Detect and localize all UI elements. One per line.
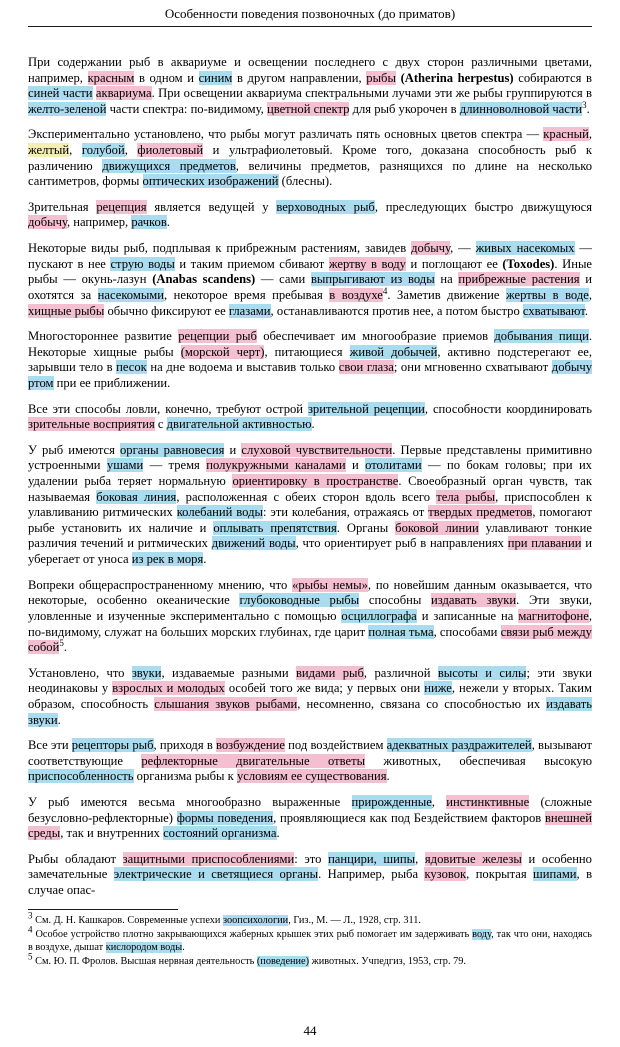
text-segment: , по-видимому, служат на больших морских глубинах, где царит: [28, 608, 593, 639]
text-segment: боковая линия: [96, 489, 177, 504]
text-segment: с: [154, 417, 167, 432]
text-segment: .: [166, 215, 170, 230]
text-segment: связи рыб между собой: [28, 624, 592, 655]
text-segment: и ультрафиолетовый. Кроме того, доказана способность рыб к различению: [28, 143, 593, 173]
text-segment: У рыб имеются: [28, 442, 120, 457]
text-segment: возбуждение: [215, 738, 285, 753]
text-segment: осциллографа: [341, 608, 417, 623]
paragraph: [28, 666, 592, 728]
text-segment: , так и внутренних: [60, 826, 164, 841]
text-segment: , помогают рыбе установить их наличие и: [28, 505, 592, 535]
text-segment: твердых предметов: [428, 505, 533, 520]
text-segment: способны: [359, 593, 431, 608]
text-segment: , некоторое время пребывая: [164, 287, 330, 302]
text-segment: Многостороннее развитие: [28, 329, 179, 344]
text-segment: , приходя в: [153, 738, 216, 753]
text-segment: , различной: [363, 665, 438, 680]
paragraph: [28, 578, 592, 656]
text-segment: глубоководные рыбы: [239, 593, 360, 608]
paragraph: [28, 127, 592, 189]
text-segment: звуки: [131, 665, 162, 680]
text-segment: аквариума: [95, 86, 152, 101]
text-segment: глазами: [228, 303, 271, 318]
text-segment: движений воды: [211, 536, 296, 551]
text-segment: , проявляющиеся как под Бездействием факторов: [273, 810, 545, 825]
text-segment: ориентировку в пространстве: [232, 474, 399, 489]
footnote-separator: [28, 909, 178, 910]
text-segment: , Гиз., М. — Л., 1928, стр. 311.: [288, 914, 421, 926]
text-segment: и поглощают ее: [405, 256, 503, 271]
text-segment: . Своеобразный орган чувств, так называемая: [28, 474, 592, 504]
text-segment: отолитами: [365, 458, 422, 473]
text-segment: и охотятся за: [28, 272, 592, 302]
text-segment: и: [345, 458, 366, 473]
text-segment: на дне водоема и выставив только: [146, 360, 339, 375]
text-segment: двигательной активностью: [166, 417, 312, 432]
paragraph: [28, 738, 592, 785]
text-segment: собираются в: [513, 70, 593, 85]
page-number: 44: [303, 1023, 317, 1038]
text-segment: — сами: [255, 272, 311, 287]
text-segment: особей того же вида; у первых они: [224, 681, 425, 696]
text-segment: . При освещении аквариума спектральными лучами эти же рыбы группируются в: [151, 86, 592, 101]
text-segment: рыбы: [366, 70, 396, 85]
text-segment: боковой линии: [395, 520, 479, 535]
paragraph: [28, 241, 592, 319]
footnotes: [28, 910, 593, 969]
text-segment: ,: [415, 851, 425, 866]
paragraph: [28, 329, 592, 391]
text-segment: обычно фиксируют ее: [104, 303, 229, 318]
text-segment: , способности координировать: [424, 401, 593, 416]
text-segment: в одном и: [134, 70, 199, 85]
text-segment: Все эти: [28, 738, 72, 753]
text-segment: , несомненно, связана со способностью их: [297, 696, 547, 711]
text-segment: См. Д. Н. Кашкаров. Современные успехи: [35, 914, 223, 926]
paragraph: [28, 443, 592, 568]
text-segment: , что ориентирует рыб в направлениях: [295, 536, 508, 551]
text-segment: издавать звуки: [431, 593, 517, 608]
text-segment: рефлекторные двигательные ответы: [141, 753, 366, 768]
text-segment: (морской черт): [180, 344, 265, 359]
text-segment: красным: [87, 70, 135, 85]
text-segment: ,: [124, 143, 138, 158]
text-segment: .: [203, 552, 207, 567]
text-segment: рачков: [131, 215, 167, 230]
text-segment: , нежели у вторых. Таким образом, способность: [28, 681, 592, 711]
text-segment: и особенно замечательные: [28, 851, 592, 882]
text-segment: , питающиеся: [264, 344, 350, 359]
footnote-marker: 5: [28, 951, 33, 962]
text-segment: , способами: [433, 624, 501, 639]
text-segment: оптических изображений: [142, 174, 279, 189]
text-segment: полная тьма: [368, 624, 434, 639]
text-segment: Рыбы обладают: [28, 851, 123, 866]
text-segment: добычу: [28, 215, 67, 230]
paragraph: [28, 200, 592, 231]
text-segment: , например,: [66, 215, 132, 230]
text-segment: панцири, шипы: [328, 851, 416, 866]
footnote: [28, 951, 592, 969]
text-segment: добычу ртом: [28, 360, 592, 390]
text-segment: . Заметив движение: [387, 287, 506, 302]
text-segment: «рыбы немы»: [292, 577, 368, 592]
text-segment: высоты и силы: [437, 665, 527, 680]
text-segment: приспособленность: [28, 769, 134, 784]
text-segment: внешней среды: [28, 810, 592, 841]
text-segment: инстинктивные: [446, 794, 530, 809]
text-segment: голубой: [81, 143, 125, 158]
paragraph: [28, 55, 592, 117]
text-segment: Экспериментально установлено, что рыбы могут различать пять основных цветов спектра —: [28, 127, 544, 142]
text-segment: условиям ее существования: [236, 769, 387, 784]
text-segment: хищные рыбы: [28, 303, 105, 318]
footnote-marker: 3: [28, 910, 33, 921]
text-segment: , приспособлен к улавливанию ритмических: [28, 489, 593, 520]
text-segment: издавать звуки: [28, 696, 592, 727]
text-segment: добычу: [411, 241, 451, 256]
text-segment: . Органы: [336, 520, 396, 535]
text-segment: синей части: [28, 86, 93, 101]
text-segment: прирожденные: [351, 794, 432, 809]
text-segment: при плавании: [507, 536, 582, 551]
text-segment: части спектра: по-видимому,: [106, 101, 267, 116]
text-segment: рецепция: [96, 199, 147, 214]
text-segment: длинноволновой части: [459, 101, 583, 116]
text-segment: организма рыбы к: [133, 769, 237, 784]
text-segment: , по новейшим данным оказывается, что некоторые, особенно океанические: [28, 577, 592, 608]
text-segment: , —: [450, 241, 476, 256]
text-segment: желтый: [28, 143, 70, 158]
text-segment: является ведущей у: [146, 199, 277, 214]
text-segment: животных. Учпедгиз, 1953, стр. 79.: [309, 956, 466, 968]
text-segment: ядовитые железы: [424, 851, 522, 866]
text-segment: ,: [69, 143, 82, 158]
text-segment: красный: [543, 127, 589, 142]
text-segment: , останавливаются против нее, а потом быстро: [270, 303, 523, 318]
text-segment: (Anabas scandens): [152, 272, 256, 287]
text-segment: (Toxodes): [502, 256, 555, 271]
footnote-ref: 3: [582, 99, 587, 110]
text-segment: струю воды: [110, 256, 175, 271]
text-segment: полукружными каналами: [206, 458, 346, 473]
text-segment: , преследующих быстро движущуюся: [374, 199, 592, 214]
text-segment: .: [276, 826, 280, 841]
text-segment: .: [182, 941, 185, 953]
text-segment: У рыб имеются весьма многообразно выраженные: [28, 794, 352, 809]
text-segment: цветной спектр: [266, 101, 350, 116]
text-segment: в воздухе: [329, 287, 383, 302]
text-segment: , активно подстерегают ее, зарывши тело в: [28, 344, 592, 375]
text-segment: для рыб укорочен в: [349, 101, 460, 116]
text-segment: из рек в моря: [131, 552, 204, 567]
text-segment: ,: [431, 794, 447, 809]
text-segment: слышания звуков рыбами: [154, 696, 298, 711]
text-segment: песок: [116, 360, 147, 375]
text-segment: (сложные безусловно-рефлекторные): [28, 794, 593, 825]
page-header: [28, 6, 592, 27]
text-segment: жертву в воду: [328, 256, 406, 271]
text-segment: и записанные на: [416, 608, 519, 623]
text-segment: прибрежные растения: [458, 272, 580, 287]
text-segment: схватывают: [522, 303, 585, 318]
text-segment: — тремя: [143, 458, 207, 473]
text-segment: насекомыми: [97, 287, 164, 302]
text-segment: (блесны).: [278, 174, 333, 189]
body-paragraphs: [28, 55, 592, 899]
text-segment: зрительной рецепции: [307, 401, 425, 416]
text-segment: органы равновесия: [120, 442, 225, 457]
text-segment: (Atherina herpestus): [400, 70, 514, 85]
text-segment: выпрыгивают из воды: [310, 272, 435, 287]
text-segment: .: [63, 640, 67, 655]
paragraph: [28, 852, 592, 899]
text-segment: . Иные рыбы — окунь-лазун: [28, 256, 592, 287]
text-segment: видами рыб: [295, 665, 364, 680]
text-segment: При содержании рыб в аквариуме и освещении последнего с двух сторон различными цветами, например,: [28, 55, 592, 85]
text-segment: воду: [472, 929, 492, 941]
text-segment: .: [584, 303, 588, 318]
text-segment: ; эти звуки неодинаковы у: [28, 665, 592, 696]
text-segment: улавливают тонкие различия течений и ритмических: [28, 520, 592, 551]
text-segment: — по бокам головы; при их удалении рыба теряет нормальную: [28, 458, 592, 489]
text-segment: живых насекомых: [475, 241, 575, 256]
text-segment: магнитофоне: [518, 608, 589, 623]
text-segment: фиолетовый: [137, 143, 204, 158]
text-segment: , вызывают соответствующие: [28, 738, 593, 768]
text-segment: . Эти звуки, уловленные и изученные экспериментально с помощью: [28, 593, 593, 623]
text-segment: оплывать препятствия: [213, 520, 337, 535]
footnote-marker: 4: [28, 924, 33, 935]
text-segment: .: [586, 101, 590, 116]
text-segment: желто-зеленой: [28, 101, 107, 116]
text-segment: в другом направлении,: [232, 70, 367, 85]
footnote: [28, 910, 592, 928]
text-segment: . Первые представлены примитивно устроенными: [28, 442, 593, 473]
text-segment: .: [57, 712, 61, 727]
text-segment: живой добычей: [349, 344, 438, 359]
text-segment: зрительные восприятия: [28, 417, 155, 432]
text-segment: : эти колебания, отражаясь от: [262, 505, 429, 520]
text-segment: , в случае опас-: [28, 867, 593, 898]
text-segment: жертвы в воде: [505, 287, 589, 302]
text-segment: защитными приспособлениями: [122, 851, 295, 866]
text-segment: адекватных раздражителей: [386, 738, 532, 753]
text-segment: .: [386, 769, 390, 784]
text-segment: , величины предметов, разнящихся по длине на несколько сантиметров, формы: [28, 158, 592, 189]
text-segment: животных, обеспечивая высокую: [365, 753, 592, 768]
text-segment: Установлено, что: [28, 665, 132, 680]
text-segment: . Некоторые хищные рыбы: [28, 329, 592, 359]
text-segment: добывания пищи: [494, 329, 589, 344]
text-segment: верховодных рыб: [276, 199, 375, 214]
footnote: [28, 924, 593, 954]
text-segment: ниже: [424, 681, 452, 696]
text-segment: ; они мгновенно схватывают: [393, 360, 552, 375]
text-segment: слуховой чувствительности: [241, 442, 393, 457]
paragraph: [28, 795, 592, 842]
text-segment: взрослых и молодых: [112, 681, 225, 696]
text-segment: синим: [198, 70, 233, 85]
text-segment: кислородом воды: [105, 941, 183, 953]
text-segment: , так что они, находясь в воздухе, дышат: [28, 929, 593, 953]
text-segment: при ее приближении.: [53, 375, 171, 390]
text-segment: колебаний воды: [176, 505, 263, 520]
text-segment: См. Ю. П. Фролов. Высшая нервная деятельность: [35, 956, 257, 968]
text-segment: рецепторы рыб: [71, 738, 154, 753]
footnote-ref: 4: [382, 285, 388, 296]
text-segment: Вопреки общераспространенному мнению, что: [28, 577, 293, 592]
paragraph: [28, 402, 592, 433]
text-segment: и: [224, 442, 242, 457]
text-segment: обеспечивает им многообразие приемов: [256, 329, 495, 344]
text-segment: формы поведения: [176, 810, 274, 825]
running-title: Особенности поведения позвоночных (до приматов): [164, 6, 456, 21]
text-segment: рецепции рыб: [178, 329, 257, 344]
text-segment: электрические и светящиеся органы: [113, 867, 319, 882]
text-segment: Все эти способы ловли, конечно, требуют острой: [28, 401, 308, 416]
text-segment: на: [434, 272, 459, 287]
text-segment: кузовок: [424, 867, 467, 882]
text-segment: зоопсихологии: [223, 914, 289, 926]
text-segment: шипами: [533, 867, 577, 882]
text-segment: , расположенная с обеих сторон вдоль всего: [176, 489, 437, 504]
text-segment: свои глаза: [338, 360, 394, 375]
text-segment: и таким приемом сбивают: [174, 256, 329, 271]
text-segment: движущихся предметов: [102, 158, 236, 173]
text-segment: . Например, рыба: [318, 867, 425, 882]
text-segment: .: [311, 417, 315, 432]
text-segment: под воздействием: [284, 738, 387, 753]
text-segment: : это: [294, 851, 329, 866]
text-segment: (поведение): [256, 956, 310, 968]
text-segment: ,: [588, 287, 593, 302]
text-segment: и уберегает от уноса: [28, 536, 592, 567]
text-segment: состояний организма: [163, 826, 277, 841]
text-segment: тела рыбы: [436, 489, 496, 504]
text-segment: , издаваемые разными: [161, 665, 296, 680]
text-segment: Зрительная: [28, 199, 97, 214]
footnote-ref: 5: [59, 637, 64, 648]
text-segment: — пускают в нее: [28, 241, 592, 271]
text-segment: Некоторые виды рыб, подплывая к прибрежным растениям, завидев: [28, 241, 412, 256]
text-segment: , покрытая: [466, 867, 534, 882]
text-segment: ,: [588, 127, 592, 142]
text-segment: ушами: [106, 458, 144, 473]
text-segment: Особое устройство плотно закрывающихся жаберных крышек этих рыб помогает им задерживать: [35, 929, 473, 941]
